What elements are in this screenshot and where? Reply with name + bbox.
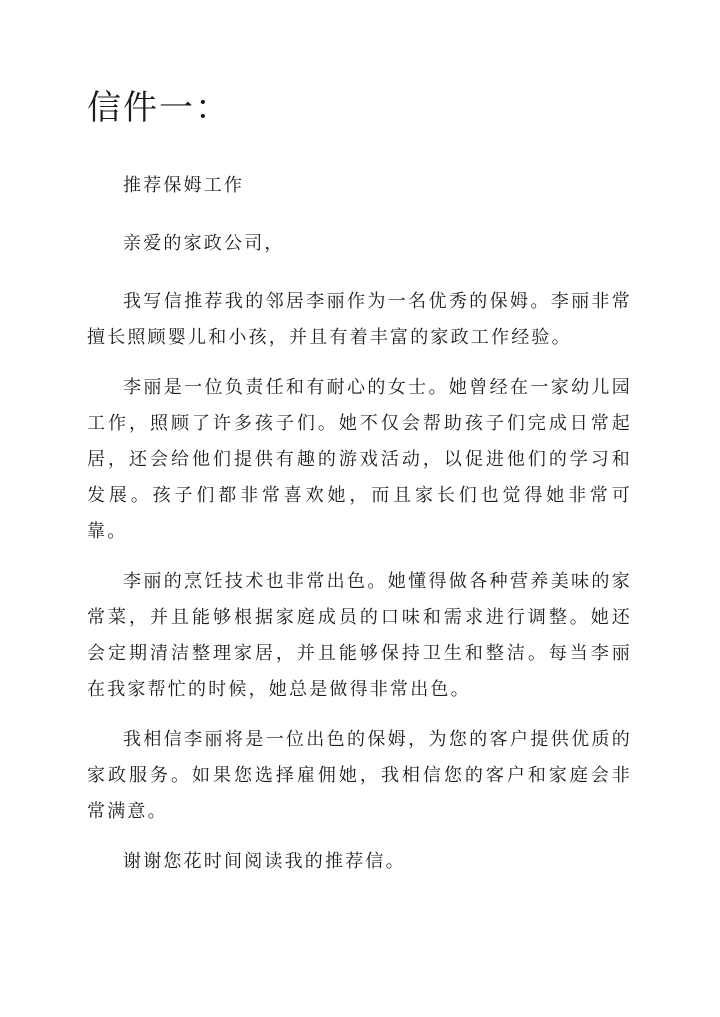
closing-line: 谢谢您花时间阅读我的推荐信。 <box>123 851 406 872</box>
letter-title: 信件一： <box>87 88 231 128</box>
salutation: 亲爱的家政公司， <box>123 233 285 254</box>
paragraph-cooking: 李丽的烹饪技术也非常出色。她懂得做各种营养美味的家常菜，并且能够根据家庭成员的口味和需求进行调整。她还会定期清洁整理家居，并且能够保持卫生和整洁。每当李丽在我家帮忙的时候，她总是做得非常出色。 <box>87 571 632 700</box>
paragraph-character: 李丽是一位负责任和有耐心的女士。她曾经在一家幼儿园工作，照顾了许多孩子们。她不仅会帮助孩子们完成日常起居，还会给他们提供有趣的游戏活动，以促进他们的学习和发展。孩子们都非常喜欢她，而且家长们也觉得她非常可靠。 <box>87 377 632 542</box>
letter-body <box>87 168 632 894</box>
paragraph-intro: 我写信推荐我的邻居李丽作为一名优秀的保姆。李丽非常擅长照顾婴儿和小孩，并且有着丰富的家政工作经验。 <box>87 291 632 348</box>
paragraph-recommendation: 我相信李丽将是一位出色的保姆，为您的客户提供优质的家政服务。如果您选择雇佣她，我相信您的客户和家庭会非常满意。 <box>87 729 632 822</box>
subject-line: 推荐保姆工作 <box>123 175 245 196</box>
